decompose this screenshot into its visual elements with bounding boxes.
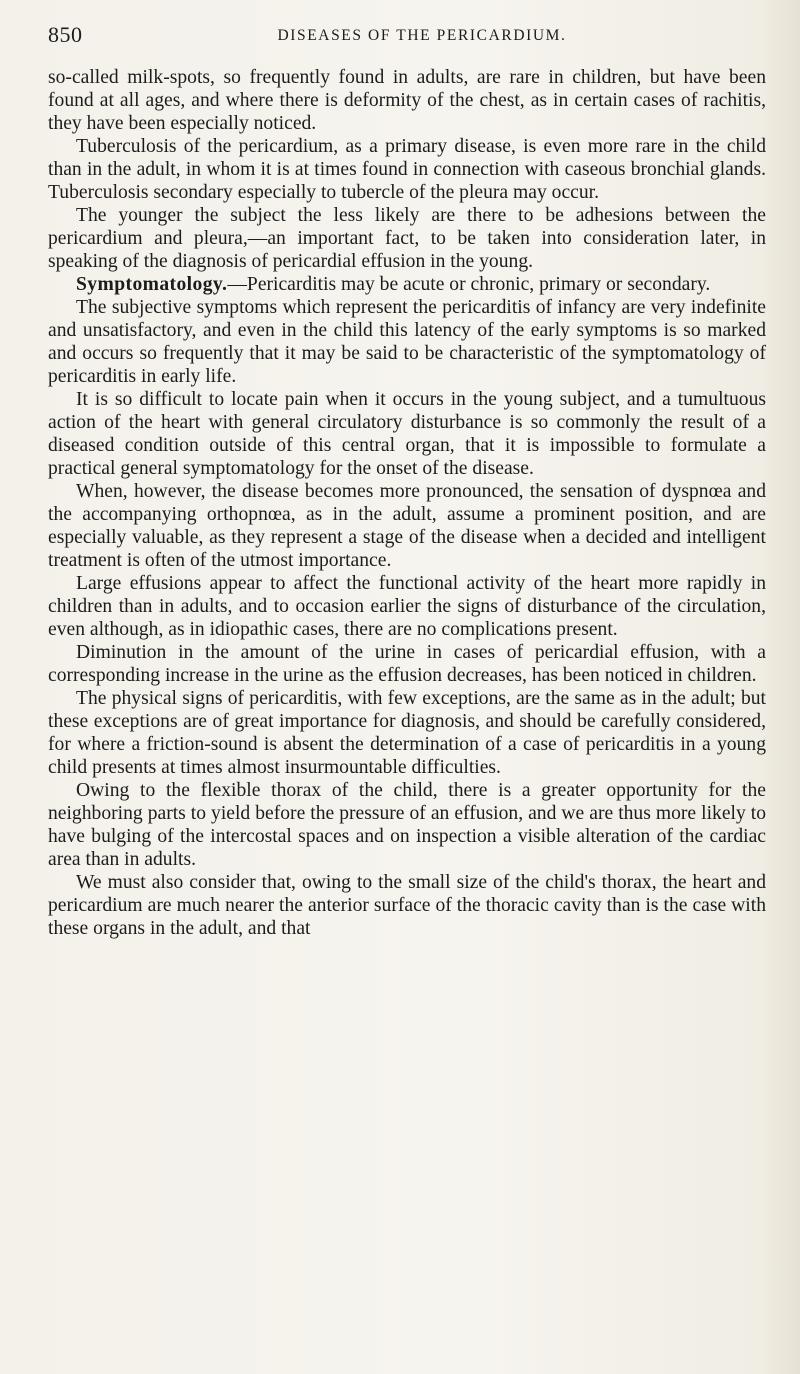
paragraph [48,779,766,871]
paragraph-text: Owing to the flexible thorax of the child, there is a greater opportunity for the neighboring parts to yield before the pressure of an effusion, and we are thus more likely to have bulging of the intercostal spaces and on inspection a visible alteration of the cardiac area than in adults. [48,780,766,870]
paragraph [48,388,766,480]
paragraph-text: The physical signs of pericarditis, with few exceptions, are the same as in the adult; but these exceptions are of great importance for diagnosis, and should be carefully considered, for where a friction-sound is absent the determination of a case of pericarditis in a young child presents at times almost insurmountable difficulties. [48,688,766,778]
paragraph-text: We must also consider that, owing to the small size of the child's thorax, the heart and pericardium are much nearer the anterior surface of the thoracic cavity than is the case with these organs in the adult, and that [48,872,766,939]
paragraph [48,641,766,687]
page-header [48,22,766,52]
paragraph-text: The younger the subject the less likely are there to be adhesions between the pericardium and pleura,—an important fact, to be taken into consideration later, in speaking of the diagnosis of pericardial effusion in the young. [48,205,766,272]
paragraph [48,871,766,940]
paragraph-text: The subjective symptoms which represent the pericarditis of infancy are very indefinite and unsatisfactory, and even in the child this latency of the early symptoms is so marked and occurs so frequently that it may be said to be characteristic of the symptomatology of pericarditis in early life. [48,297,766,387]
running-head: DISEASES OF THE PERICARDIUM. [277,27,567,44]
paragraph-text: —Pericarditis may be acute or chronic, primary or secondary. [227,274,711,295]
paragraph-text: Large effusions appear to affect the functional activity of the heart more rapidly in children than in adults, and to occasion earlier the signs of disturbance of the circulation, even although, as in idiopathic cases, there are no complications present. [48,573,766,640]
paragraph [48,135,766,204]
paragraph-text: Diminution in the amount of the urine in cases of pericardial effusion, with a corresponding increase in the urine as the effusion decreases, has been noticed in children. [48,642,766,686]
paragraph [48,273,766,296]
section-heading: Symptomatology. [76,274,228,295]
paragraph-text: so-called milk-spots, so frequently found in adults, are rare in children, but have been found at all ages, and where there is deformity of the chest, as in certain cases of rachitis, they have been especially noticed. [48,67,766,134]
paragraph [48,572,766,641]
paragraph [48,66,766,135]
paragraph [48,687,766,779]
paragraph-text: Tuberculosis of the pericardium, as a primary disease, is even more rare in the child than in the adult, in whom it is at times found in connection with caseous bronchial glands. Tuberculosis secondary especially to tubercle of the pleura may occur. [48,136,766,203]
paragraph [48,480,766,572]
body-text [48,66,766,940]
paragraph-text: When, however, the disease becomes more pronounced, the sensation of dyspnœa and the accompanying orthopnœa, as in the adult, assume a prominent position, and are especially valuable, as they represent a stage of the disease when a decided and intelligent treatment is often of the utmost importance. [48,481,766,571]
paragraph [48,296,766,388]
page-number: 850 [48,22,83,47]
paragraph [48,204,766,273]
paragraph-text: It is so difficult to locate pain when it occurs in the young subject, and a tumultuous action of the heart with general circulatory disturbance is so commonly the result of a diseased condition outside of this central organ, that it is impossible to formulate a practical general symptomatology for the onset of the disease. [48,389,766,479]
